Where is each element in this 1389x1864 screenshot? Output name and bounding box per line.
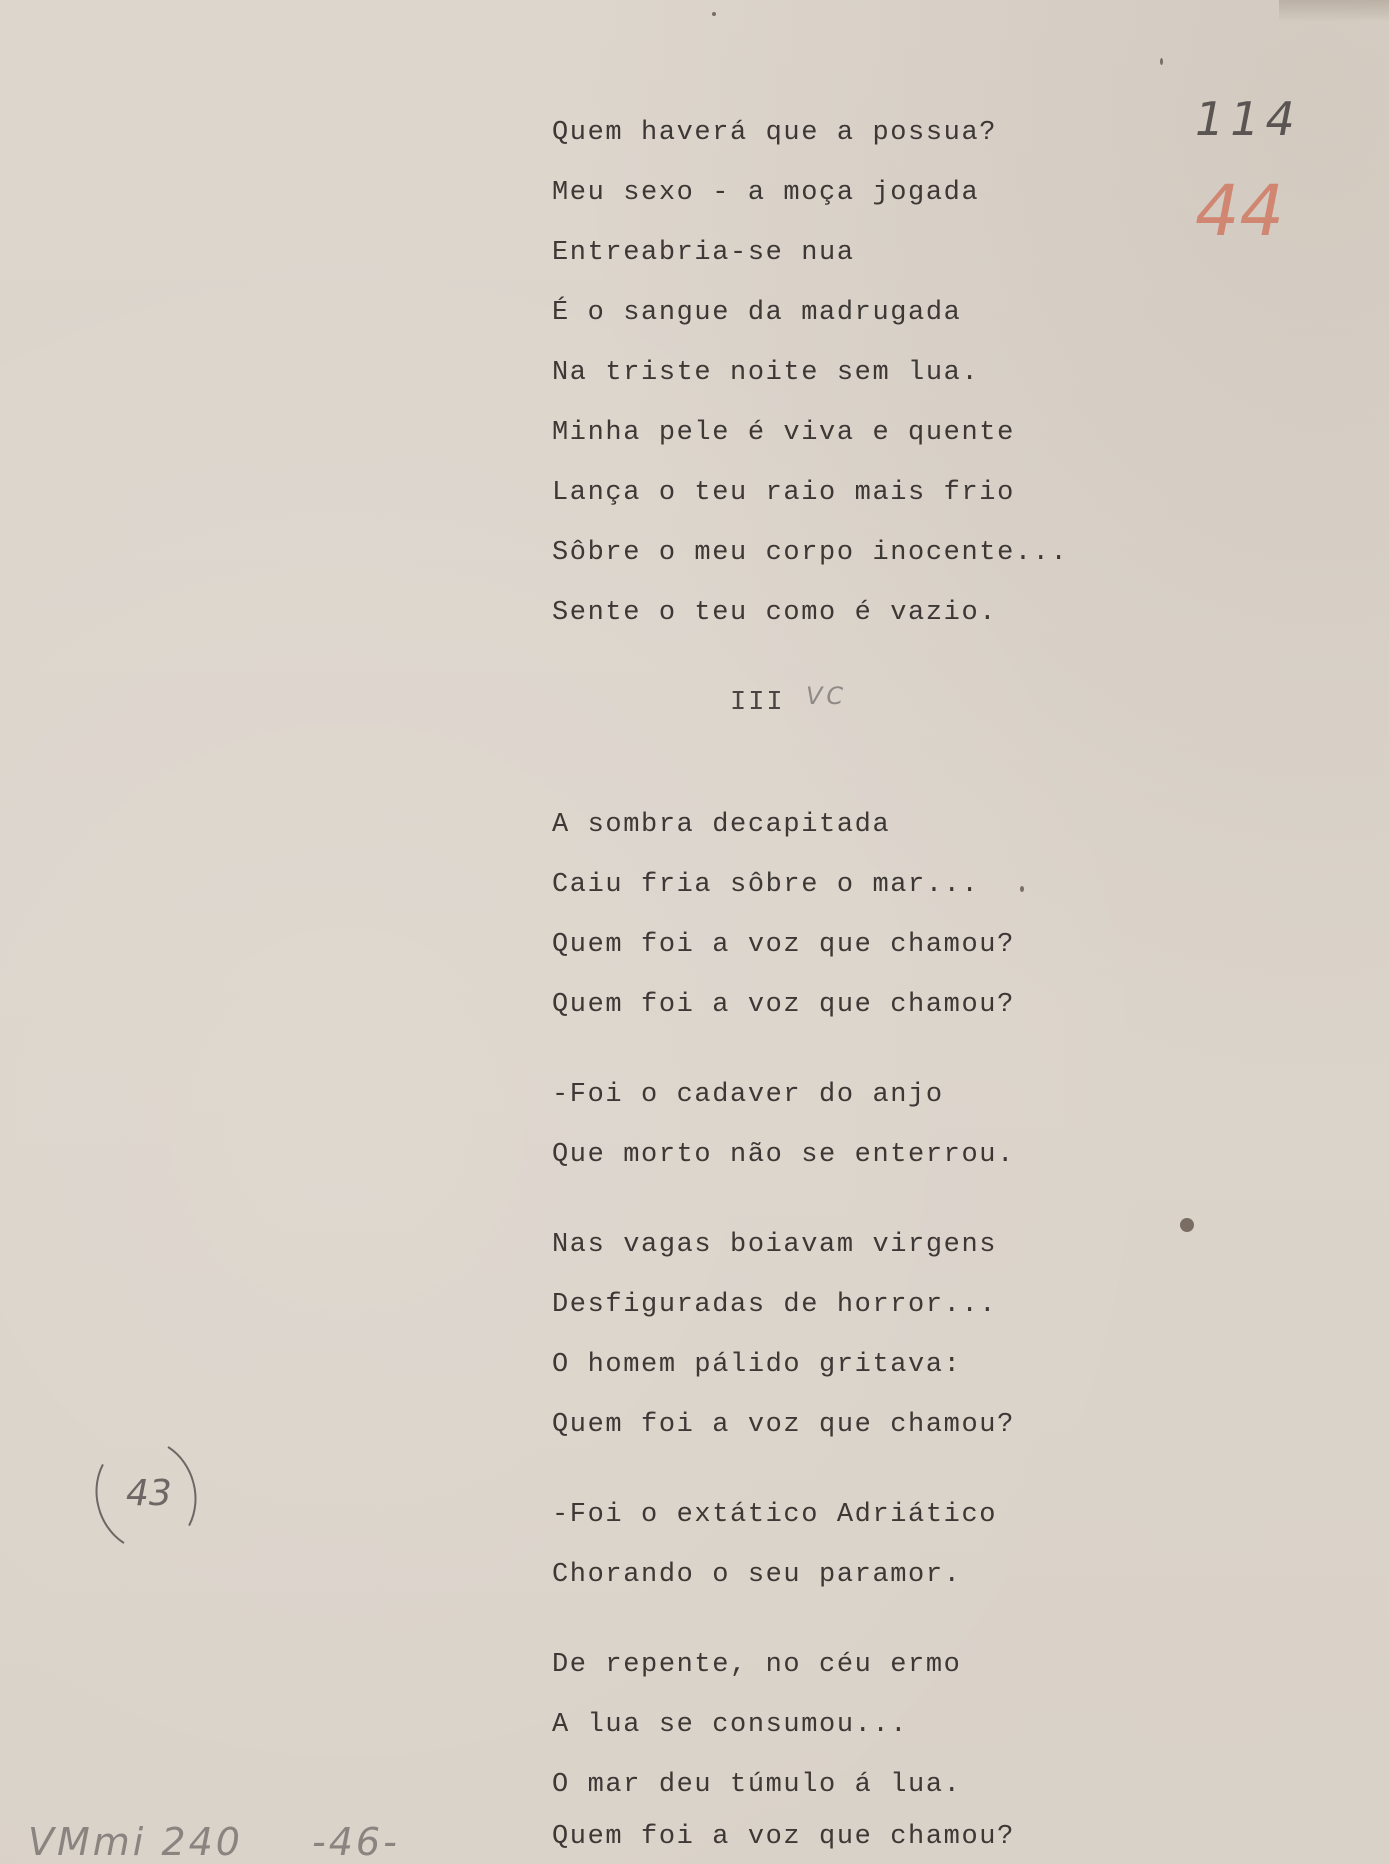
poem-text xyxy=(552,0,1202,1864)
verse-line: Sôbre o meu corpo inocente... xyxy=(552,538,1069,568)
verse-line: A lua se consumou... xyxy=(552,1710,909,1740)
verse-line: Meu sexo - a moça jogada xyxy=(552,178,980,208)
page-edge-shadow xyxy=(1279,0,1389,22)
verse-line: Quem foi a voz que chamou? xyxy=(552,1822,1015,1852)
verse-line: A sombra decapitada xyxy=(552,810,891,840)
verse-line: O homem pálido gritava: xyxy=(552,1350,962,1380)
verse-line: É o sangue da madrugada xyxy=(552,298,962,328)
verse-line: Que morto não se enterrou. xyxy=(552,1140,1015,1170)
verse-line: Na triste noite sem lua. xyxy=(552,358,980,388)
section-mark: VC xyxy=(806,682,848,710)
verse-line: Entreabria-se nua xyxy=(552,238,855,268)
verse-line: Quem haverá que a possua? xyxy=(552,118,998,148)
verse-line: Quem foi a voz que chamou? xyxy=(552,930,1015,960)
verse-line: Minha pele é viva e quente xyxy=(552,418,1015,448)
verse-line: Caiu fria sôbre o mar... xyxy=(552,870,980,900)
verse-line: Quem foi a voz que chamou? xyxy=(552,1410,1015,1440)
verse-line: -Foi o cadaver do anjo xyxy=(552,1080,944,1110)
verse-line: Sente o teu como é vazio. xyxy=(552,598,998,628)
circled-number: 43 xyxy=(126,1473,172,1514)
verse-line: De repente, no céu ermo xyxy=(552,1650,962,1680)
section-heading: III xyxy=(730,688,785,718)
verse-line: Chorando o seu paramor. xyxy=(552,1560,962,1590)
archive-code: VMmi 240 xyxy=(28,1820,243,1864)
page-number: -46- xyxy=(312,1820,400,1864)
verse-line: Lança o teu raio mais frio xyxy=(552,478,1015,508)
verse-line: -Foi o extático Adriático xyxy=(552,1500,998,1530)
verse-line: Desfiguradas de horror... xyxy=(552,1290,998,1320)
verse-line: Quem foi a voz que chamou? xyxy=(552,990,1015,1020)
folio-number-red: 44 xyxy=(1195,170,1285,252)
verse-line: Nas vagas boiavam virgens xyxy=(552,1230,998,1260)
verse-line: O mar deu túmulo á lua. xyxy=(552,1770,962,1800)
folio-number-pencil: 114 xyxy=(1195,92,1301,146)
